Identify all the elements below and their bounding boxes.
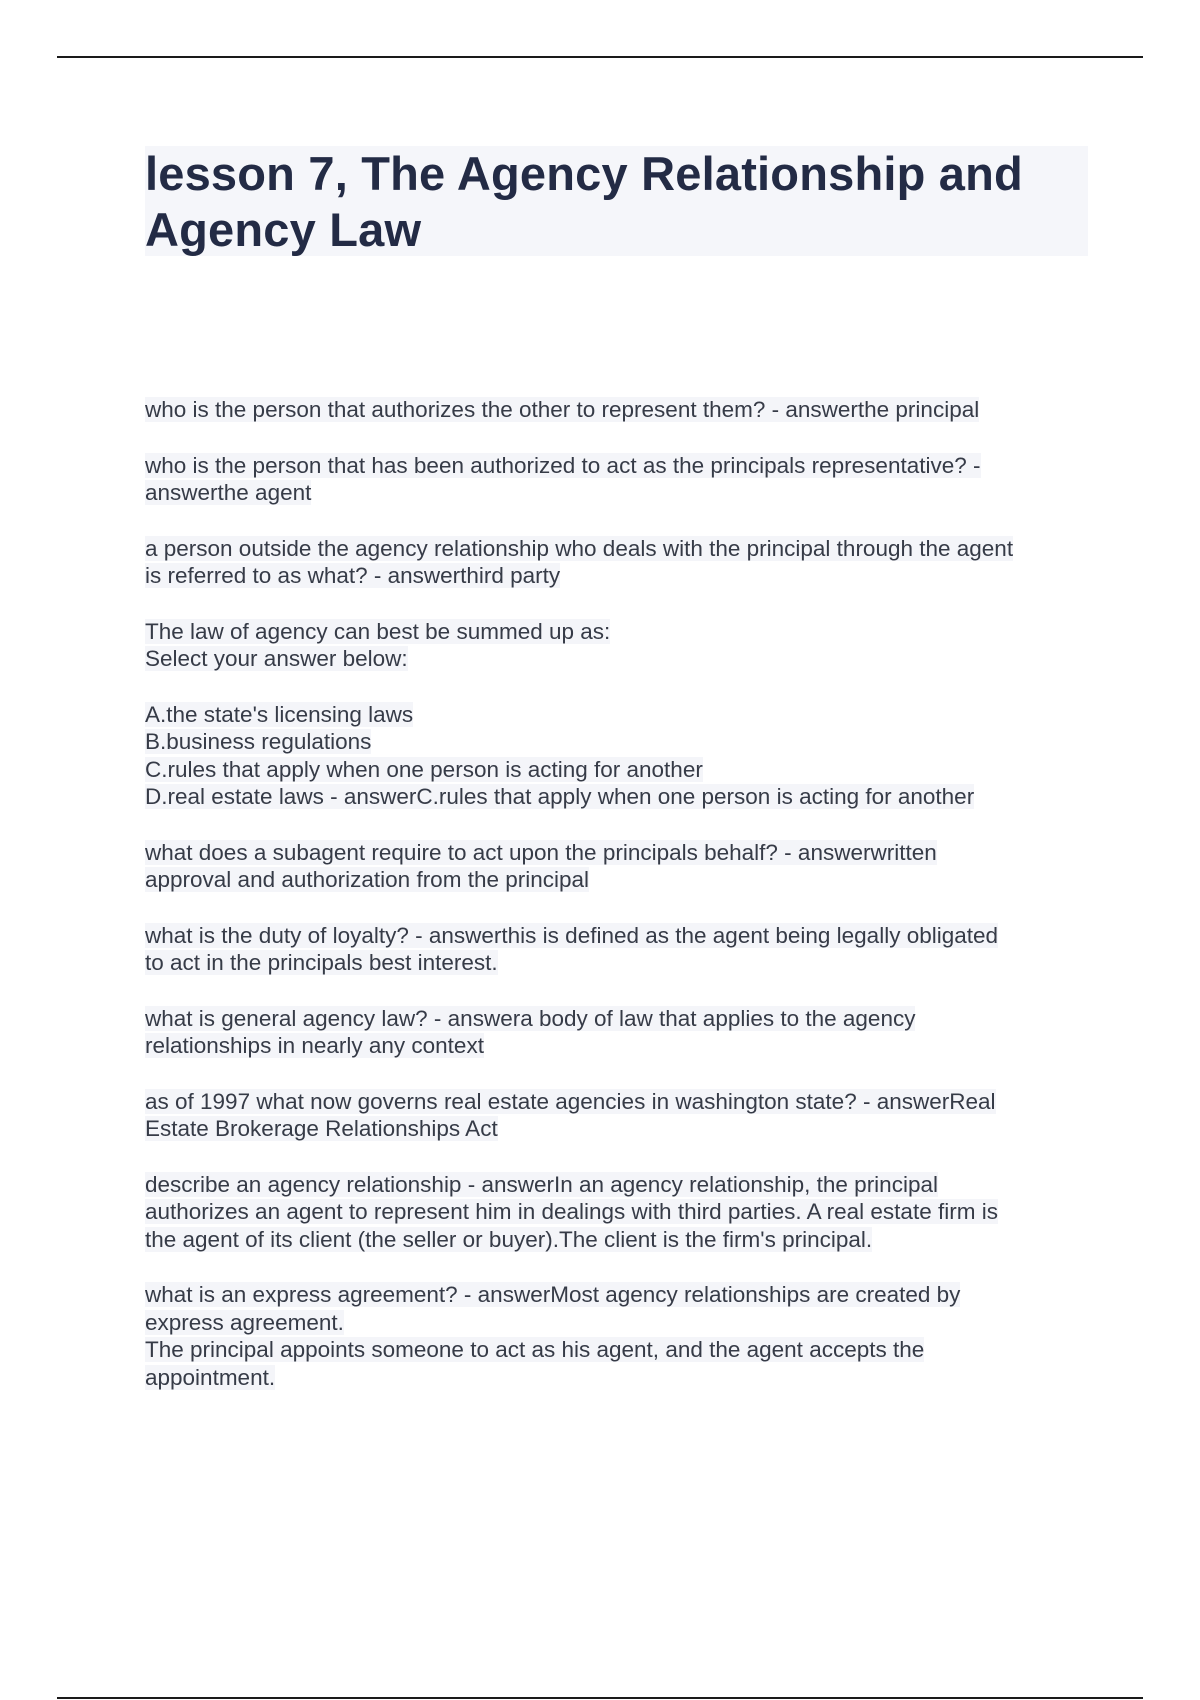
- qa-item: [145, 1281, 1100, 1391]
- qa-line: Select your answer below:: [145, 646, 408, 671]
- title-line: lesson 7, The Agency Relationship and: [145, 147, 1023, 200]
- qa-list: [145, 396, 1100, 1419]
- title-block: [145, 146, 1088, 256]
- qa-line: C.rules that apply when one person is acting for another: [145, 756, 703, 782]
- qa-item: [145, 1005, 1100, 1060]
- top-rule: [57, 56, 1143, 58]
- qa-line: answerthe agent: [145, 480, 312, 505]
- qa-item: [145, 701, 1100, 811]
- qa-line: A.the state's licensing laws: [145, 701, 414, 727]
- page-title: [145, 146, 1088, 258]
- qa-line: what is general agency law? - answera body of law that applies to the agency: [145, 1005, 916, 1031]
- qa-line: approval and authorization from the principal: [145, 867, 590, 892]
- qa-item: [145, 1171, 1100, 1254]
- qa-item: [145, 452, 1100, 507]
- qa-line: B.business regulations: [145, 729, 372, 754]
- qa-line: as of 1997 what now governs real estate agencies in washington state? - answerReal: [145, 1088, 996, 1114]
- qa-line: relationships in nearly any context: [145, 1033, 484, 1058]
- qa-line: is referred to as what? - answerthird party: [145, 563, 561, 588]
- qa-line: D.real estate laws - answerC.rules that apply when one person is acting for another: [145, 784, 975, 809]
- qa-item: [145, 1088, 1100, 1143]
- qa-line: a person outside the agency relationship who deals with the principal through the agent: [145, 535, 1014, 561]
- qa-line: appointment.: [145, 1364, 276, 1390]
- title-line: Agency Law: [145, 203, 422, 256]
- qa-line: the agent of its client (the seller or buyer).The client is the firm's principal.: [145, 1226, 873, 1252]
- qa-item: [145, 922, 1100, 977]
- qa-line: who is the person that authorizes the other to represent them? - answerthe principal: [145, 397, 980, 422]
- qa-line: authorizes an agent to represent him in dealings with third parties. A real estate firm is: [145, 1199, 998, 1224]
- qa-line: to act in the principals best interest.: [145, 950, 498, 975]
- qa-item: [145, 618, 1100, 673]
- qa-line: The principal appoints someone to act as his agent, and the agent accepts the: [145, 1337, 925, 1362]
- qa-line: what is the duty of loyalty? - answerthis is defined as the agent being legally obligated: [145, 922, 999, 948]
- qa-line: The law of agency can best be summed up as:: [145, 618, 611, 644]
- qa-line: what is an express agreement? - answerMost agency relationships are created by: [145, 1282, 961, 1307]
- qa-line: Estate Brokerage Relationships Act: [145, 1116, 498, 1141]
- qa-item: [145, 839, 1100, 894]
- qa-line: express agreement.: [145, 1309, 344, 1335]
- qa-line: what does a subagent require to act upon the principals behalf? - answerwritten: [145, 839, 937, 865]
- qa-item: [145, 535, 1100, 590]
- qa-item: [145, 396, 1100, 424]
- bottom-rule: [57, 1697, 1143, 1699]
- qa-line: describe an agency relationship - answerIn an agency relationship, the principal: [145, 1171, 938, 1197]
- qa-line: who is the person that has been authorized to act as the principals representative? -: [145, 452, 981, 478]
